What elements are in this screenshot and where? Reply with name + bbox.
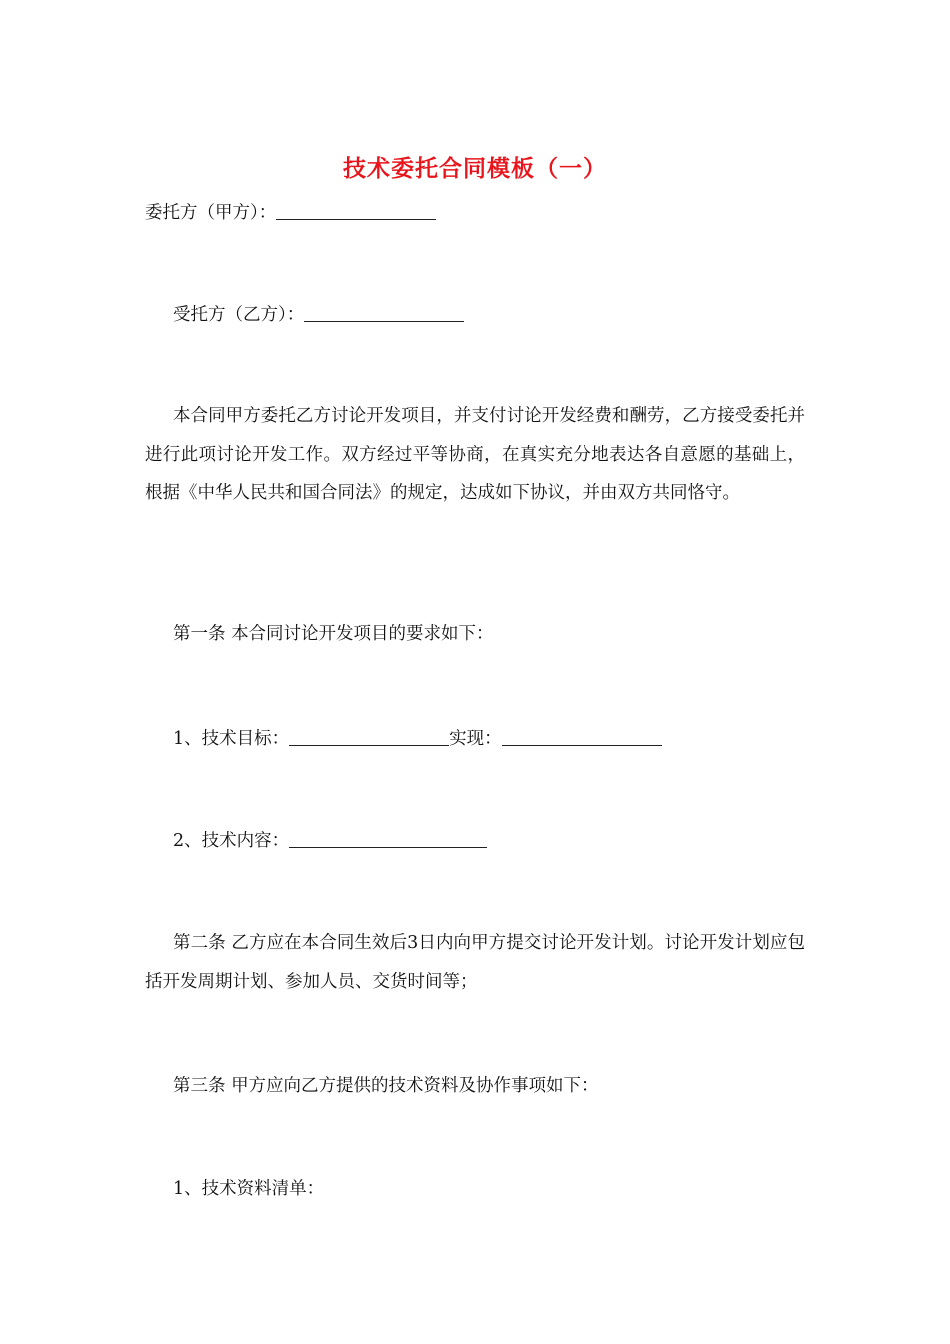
- tech-goal-blank: [289, 727, 449, 746]
- party-b-blank: [304, 303, 464, 322]
- item-1-line: [173, 726, 662, 752]
- party-a-label: 委托方（甲方）：: [145, 203, 277, 223]
- party-a-blank: [276, 201, 436, 220]
- item-1-realize-label: 实现：: [449, 729, 502, 749]
- item-1-label: 1、技术目标：: [173, 729, 290, 749]
- article-3: 第三条 甲方应向乙方提供的技术资料及协作事项如下：: [173, 1076, 599, 1096]
- party-b-label: 受托方（乙方）：: [173, 305, 305, 325]
- intro-paragraph: 本合同甲方委托乙方讨论开发项目，并支付讨论开发经费和酬劳，乙方接受委托并进行此项讨论开发工作。双方经过平等协商，在真实充分地表达各自意愿的基础上，根据《中华人民共和国合同法》的规定，达成如下协议，并由双方共同恪守。: [145, 406, 805, 503]
- document-title: 技术委托合同模板（一）: [343, 155, 607, 182]
- article-2: 第二条 乙方应在本合同生效后3日内向甲方提交讨论开发计划。讨论开发计划应包括开发周期计划、参加人员、交货时间等；: [145, 933, 805, 992]
- article-1: 第一条 本合同讨论开发项目的要求如下：: [173, 624, 494, 644]
- tech-content-blank: [289, 829, 487, 848]
- item-2-label: 2、技术内容：: [173, 831, 290, 851]
- item-2-line: [173, 828, 487, 854]
- realize-blank: [502, 727, 662, 746]
- party-b-line: [173, 302, 464, 328]
- item-3-line: 1、技术资料清单：: [173, 1179, 325, 1199]
- party-a-line: [145, 200, 436, 226]
